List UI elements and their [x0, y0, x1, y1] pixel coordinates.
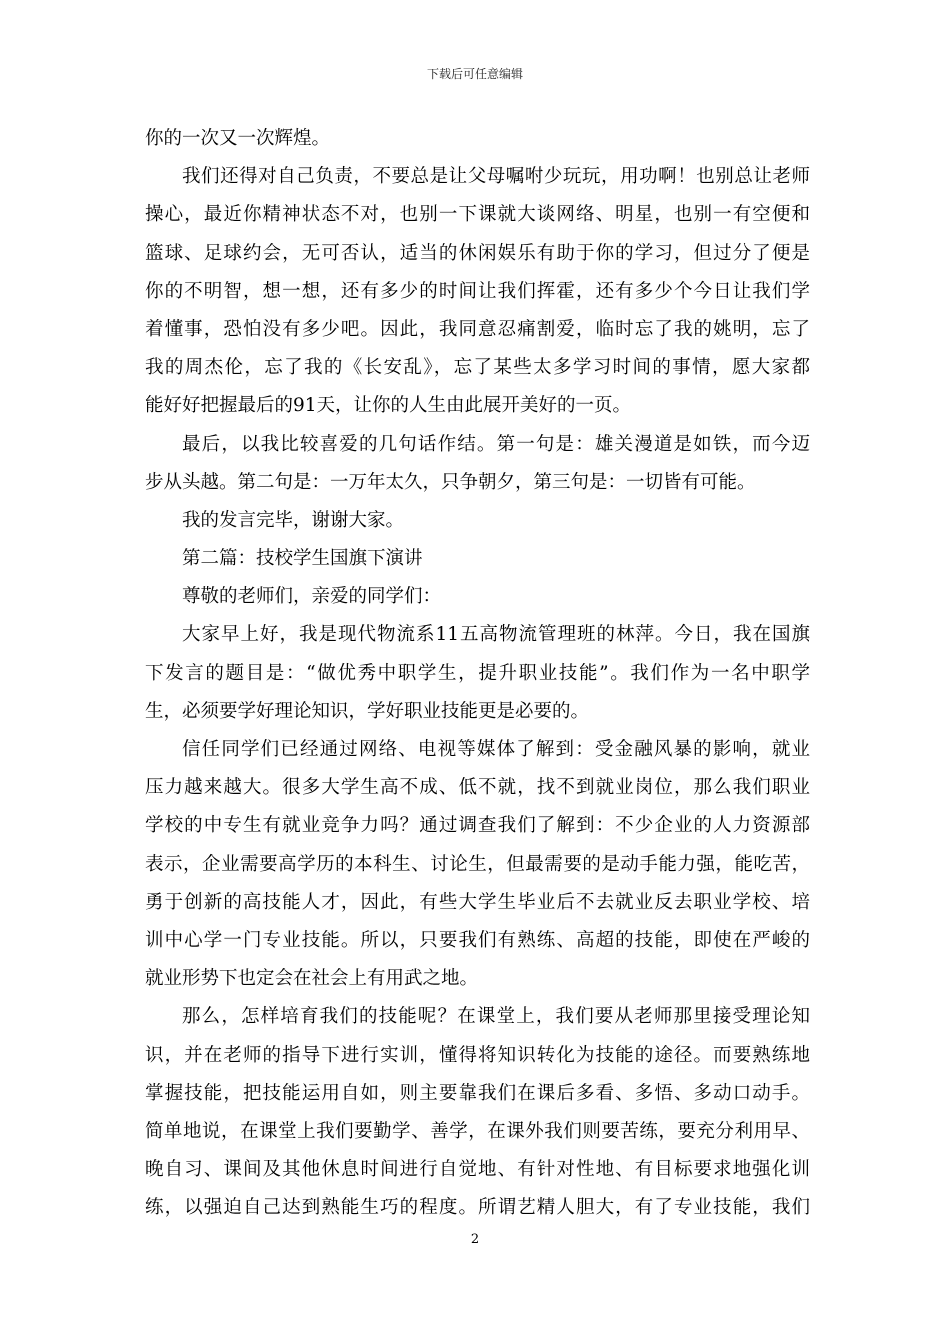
text-line: 勇于创新的高技能人才，因此，有些大学生毕业后不去就业反去职业学校、培 [145, 891, 810, 913]
text-line: 我的周杰伦，忘了我的《长安乱》，忘了某些太多学习时间的事情，愿大家都 [145, 357, 810, 379]
text-line: 表示，企业需要高学历的本科生、讨论生，但最需要的是动手能力强，能吃苦， [145, 853, 810, 875]
text-line: 压力越来越大。很多大学生高不成、低不就，找不到就业岗位，那么我们职业 [145, 777, 810, 799]
text-line: 下发言的题目是：“做优秀中职学生，提升职业技能”。我们作为一名中职学 [145, 662, 810, 684]
text-line: 你的不明智，想一想，还有多少的时间让我们挥霍，还有多少个今日让我们学 [145, 280, 810, 302]
text-line: 着懂事，恐怕没有多少吧。因此，我同意忍痛割爱，临时忘了我的姚明，忘了 [145, 318, 810, 340]
text-line: 步从头越。第二句是：一万年太久，只争朝夕，第三句是：一切皆有可能。 [145, 471, 756, 493]
text-line: 学校的中专生有就业竞争力吗？通过调查我们了解到：不少企业的人力资源部 [145, 815, 810, 837]
text-line: 我的发言完毕，谢谢大家。 [182, 509, 405, 531]
text-line: 信任同学们已经通过网络、电视等媒体了解到：受金融风暴的影响，就业 [182, 739, 810, 760]
text-line: 那么，怎样培育我们的技能呢？在课堂上，我们要从老师那里接受理论知 [182, 1006, 810, 1028]
document-body [145, 120, 810, 1227]
text-line: 操心，最近你精神状态不对，也别一下课就大谈网络、明星，也别一有空便和 [145, 204, 810, 226]
text-line: 大家早上好，我是现代物流系11五高物流管理班的林萍。今日，我在国旗 [182, 624, 810, 646]
text-line: 篮球、足球约会，无可否认，适当的休闲娱乐有助于你的学习，但过分了便是 [145, 242, 810, 264]
page-header-note: 下载后可任意编辑 [426, 67, 523, 81]
text-line: 能好好把握最后的91天，让你的人生由此展开美好的一页。 [145, 395, 632, 417]
text-line: 晚自习、课间及其他休息时间进行自觉地、有针对性地、有目标要求地强化训 [145, 1159, 810, 1181]
text-line: 我们还得对自己负责，不要总是让父母嘱咐少玩玩，用功啊！也别总让老师 [182, 166, 810, 188]
text-line: 掌握技能，把技能运用自如，则主要靠我们在课后多看、多悟、多动口动手。 [145, 1082, 810, 1104]
text-line: 最后，以我比较喜爱的几句话作结。第一句是：雄关漫道是如铁，而今迈 [182, 433, 810, 455]
text-line: 你的一次又一次辉煌。 [145, 128, 331, 149]
text-line: 识，并在老师的指导下进行实训，懂得将知识转化为技能的途径。而要熟练地 [145, 1044, 810, 1066]
text-line: 简单地说，在课堂上我们要勤学、善学，在课外我们则要苦练，要充分利用早、 [145, 1120, 810, 1142]
salutation: 尊敬的老师们，亲爱的同学们： [182, 586, 442, 608]
section-heading: 第二篇：技校学生国旗下演讲 [182, 548, 423, 570]
text-line: 练，以强迫自己达到熟能生巧的程度。所谓艺精人胆大，有了专业技能，我们 [145, 1197, 810, 1219]
text-line: 就业形势下也定会在社会上有用武之地。 [145, 968, 479, 990]
page-number: 2 [470, 1232, 480, 1247]
text-line: 生，必须要学好理论知识，学好职业技能更是必要的。 [145, 700, 590, 722]
text-line: 训中心学一门专业技能。所以，只要我们有熟练、高超的技能，即使在严峻的 [145, 929, 810, 951]
